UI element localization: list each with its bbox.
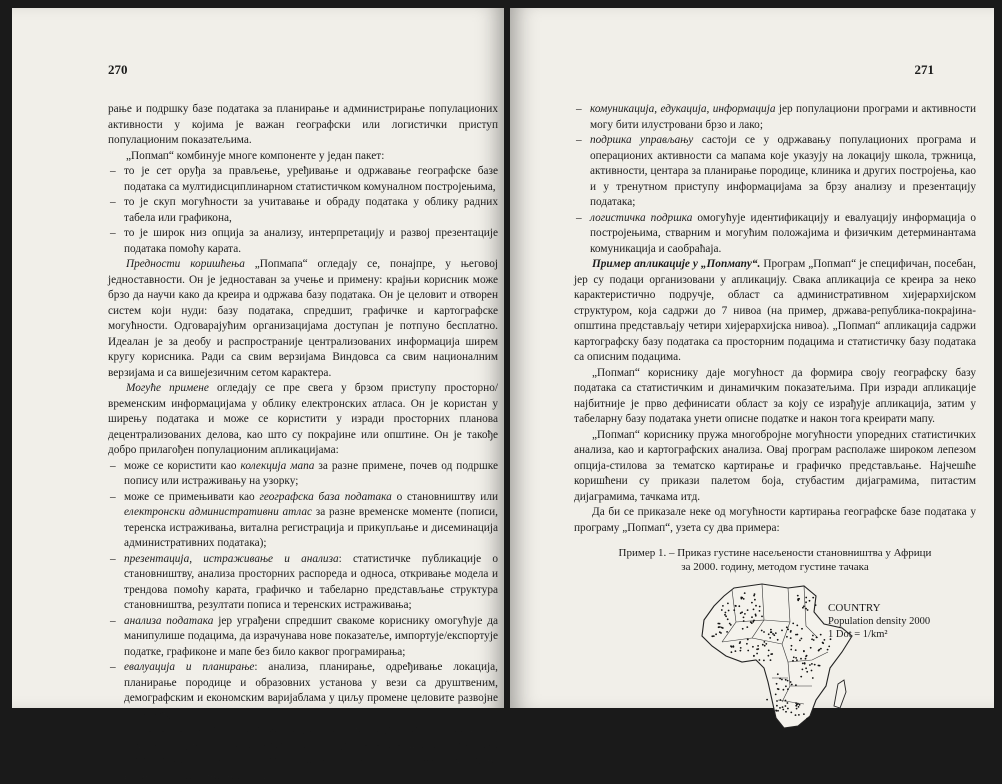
density-dot bbox=[735, 650, 737, 652]
density-dot bbox=[813, 639, 815, 641]
density-dot bbox=[800, 658, 802, 660]
density-dot bbox=[747, 609, 749, 611]
text-span: „Попмап“ комбинује многе компоненте у један пакет: bbox=[126, 149, 385, 162]
text-span: Програм „Попмап“ је специфичан, посебан, јер су подаци организовани у апликацију. Свака апликација се креира за неко карактеристично подручје, област са административном хијерархијском структуром, која садржи до 7 нивоа (на пример, држава-република-покрајина-општина представљају четири хијерархијска нивоа). „Попмап“ апликација садржи картографску базу података са просторним подацима и статистичку базу података са описним подацима. bbox=[574, 258, 977, 363]
density-dot bbox=[738, 605, 740, 607]
emphasis-text: анализа података bbox=[124, 614, 214, 627]
density-dot bbox=[806, 718, 808, 720]
density-dot bbox=[790, 637, 792, 639]
paragraph bbox=[108, 257, 498, 381]
density-dot bbox=[795, 714, 797, 716]
density-dot bbox=[806, 655, 808, 657]
density-dot bbox=[828, 646, 830, 648]
density-dot bbox=[761, 616, 763, 618]
legend-line-2: 1 Dot = 1/km² bbox=[828, 629, 888, 640]
density-dot bbox=[720, 632, 722, 634]
density-dot bbox=[715, 633, 717, 635]
density-dot bbox=[791, 684, 793, 686]
density-dot bbox=[755, 615, 757, 617]
density-dot bbox=[797, 600, 799, 602]
density-dot bbox=[740, 647, 742, 649]
text-span: „Попмап“ кориснику пружа многобројне могућности упоредних статистичких анализа, као и картографских анализа. Овај програм располаже широком лепезом опција-стилова за тематско картирање и графичко представљање. Најчешће коришћени су прикази палетом боја, стубастим дијаграмима, питастим дијаграмима, тачкама итд. bbox=[574, 428, 976, 503]
density-dot bbox=[802, 669, 804, 671]
paragraph bbox=[108, 102, 498, 149]
density-dot bbox=[781, 630, 783, 632]
density-dot bbox=[795, 702, 797, 704]
density-dot bbox=[796, 625, 798, 627]
text-span: омогућује идентификацију и евалуацију информација о постројењима, стварним и могућим положајима и физичким детерминантама комуникација и саобраћаја. bbox=[590, 211, 976, 255]
bullet-item bbox=[574, 133, 976, 211]
density-dot bbox=[790, 681, 792, 683]
text-span: : анализа, планирање, одређивање локација, планирање породице и образовних установа у вези са друштвеним, демографским и економским варијаблама у циљу промене целовите развојне политике; bbox=[124, 661, 498, 720]
text-span: то је сет оруђа за прављење, уређивање и одржавање географске базе података са мултидисциплинарном статистичком комуналном постројењима, bbox=[124, 165, 498, 193]
density-dot bbox=[781, 679, 783, 681]
density-dot bbox=[756, 653, 758, 655]
density-dot bbox=[768, 633, 770, 635]
density-dot bbox=[718, 626, 720, 628]
density-dot bbox=[822, 642, 824, 644]
density-dot bbox=[798, 706, 800, 708]
page-number: 271 bbox=[914, 62, 934, 77]
text-span: за разне временске моменте (пописи, теренска истраживања, витална регистрација и прикупљање и дисеминација административних података); bbox=[124, 506, 498, 549]
density-dot bbox=[743, 598, 745, 600]
text-span: : статистичке публикације о становништву, анализа просторних распореда и односа, откривање модела и трендова помоћу карата, графичко и табеларно представљање структура становништва, резултати пописа и теренских истраживања; bbox=[124, 552, 498, 611]
text-span: Да би се приказале неке од могућности картирања географске базе података у програму „Попмап“, узета су два примера: bbox=[574, 506, 976, 534]
bullet-item bbox=[574, 211, 976, 258]
density-dot bbox=[765, 643, 767, 645]
density-dot bbox=[759, 659, 761, 661]
text-span: о становништву или bbox=[391, 490, 499, 503]
density-dot bbox=[775, 632, 777, 634]
emphasis-text: евалуација и планирање bbox=[124, 661, 255, 673]
emphasis-text: комуникација, едукација, информација bbox=[590, 103, 776, 115]
density-dot bbox=[809, 600, 811, 602]
density-dot bbox=[744, 613, 746, 615]
density-dot bbox=[805, 601, 807, 603]
density-dot bbox=[776, 700, 778, 702]
density-dot bbox=[724, 614, 726, 616]
density-dot bbox=[772, 633, 774, 635]
density-dot bbox=[750, 621, 752, 623]
density-dot bbox=[727, 618, 729, 620]
bullet-item bbox=[108, 195, 498, 226]
right-page bbox=[510, 8, 994, 708]
density-dot bbox=[799, 704, 801, 706]
madagascar bbox=[834, 680, 846, 708]
density-dot bbox=[751, 616, 753, 618]
density-dot bbox=[792, 623, 794, 625]
density-dot bbox=[786, 636, 788, 638]
bullet-item bbox=[108, 164, 498, 195]
density-dot bbox=[744, 592, 746, 594]
density-dot bbox=[762, 644, 764, 646]
bullet-item bbox=[108, 490, 498, 552]
density-dot bbox=[743, 620, 745, 622]
density-dot bbox=[728, 610, 730, 612]
text-span: то је скуп могућности за учитавање и обраду података у облику радних табела или графикона, bbox=[124, 196, 498, 224]
density-dot bbox=[769, 637, 771, 639]
density-dot bbox=[777, 710, 779, 712]
density-dot bbox=[795, 649, 797, 651]
density-dot bbox=[763, 660, 765, 662]
density-dot bbox=[776, 683, 778, 685]
text-span: за разне примене, почев од подршке попису или истраживању на узорку; bbox=[124, 459, 498, 487]
density-dot bbox=[811, 663, 813, 665]
density-dot bbox=[722, 627, 724, 629]
emphasis-text: праћење репродуктивног здравља bbox=[124, 723, 297, 735]
density-dot bbox=[790, 712, 792, 714]
caption-line-1: Пример 1. – Приказ густине насељености становништва у Африци bbox=[618, 547, 932, 559]
density-dot bbox=[761, 630, 763, 632]
density-dot bbox=[824, 639, 826, 641]
density-dot bbox=[787, 688, 789, 690]
density-dot bbox=[800, 676, 802, 678]
density-dot bbox=[753, 655, 755, 657]
density-dot bbox=[793, 656, 795, 658]
density-dot bbox=[782, 706, 784, 708]
density-dot bbox=[820, 634, 822, 636]
density-dot bbox=[827, 649, 829, 651]
density-dot bbox=[771, 631, 773, 633]
density-dot bbox=[757, 648, 759, 650]
density-dot bbox=[806, 671, 808, 673]
bullet-item bbox=[108, 226, 498, 257]
bullet-item bbox=[108, 722, 498, 784]
density-dot bbox=[730, 624, 732, 626]
bullet-item bbox=[574, 102, 976, 133]
density-dot bbox=[787, 680, 789, 682]
density-dot bbox=[731, 646, 733, 648]
density-dot bbox=[805, 597, 807, 599]
density-dot bbox=[770, 659, 772, 661]
density-dot bbox=[801, 638, 803, 640]
density-dot bbox=[775, 710, 777, 712]
text-span: рање и подршку базе података за планирање и администрирање популационих активности у којима је важан географски или логистички приступ популационим показатељима. bbox=[108, 103, 498, 146]
density-dot bbox=[787, 702, 789, 704]
density-dot bbox=[797, 595, 799, 597]
density-dot bbox=[740, 612, 742, 614]
density-dot bbox=[782, 709, 784, 711]
density-dot bbox=[713, 635, 715, 637]
text-span: може се користити као bbox=[124, 459, 241, 472]
density-dot bbox=[792, 660, 794, 662]
density-dot bbox=[721, 609, 723, 611]
density-dot bbox=[743, 617, 745, 619]
density-dot bbox=[795, 657, 797, 659]
density-dot bbox=[778, 688, 780, 690]
density-dot bbox=[801, 628, 803, 630]
emphasis-text: колекција мапа bbox=[240, 459, 315, 472]
density-dot bbox=[785, 705, 787, 707]
density-dot bbox=[803, 605, 805, 607]
density-dot bbox=[753, 609, 755, 611]
density-dot bbox=[811, 638, 813, 640]
density-dot bbox=[777, 639, 779, 641]
map-legend bbox=[828, 602, 930, 641]
density-dot bbox=[816, 637, 818, 639]
density-dot bbox=[770, 629, 772, 631]
density-dot bbox=[759, 610, 761, 612]
emphasis-text: географска база података bbox=[259, 490, 392, 503]
density-dot bbox=[787, 629, 789, 631]
density-dot bbox=[820, 648, 822, 650]
emphasis-text: логистичка подршка bbox=[590, 211, 693, 224]
density-dot bbox=[805, 667, 807, 669]
density-dot bbox=[741, 597, 743, 599]
left-page-body bbox=[108, 102, 498, 784]
density-dot bbox=[812, 597, 814, 599]
density-dot bbox=[818, 650, 820, 652]
text-span: јер популациони програми и активности могу бити илустровани брзо и лако; bbox=[590, 103, 976, 131]
density-dot bbox=[753, 595, 755, 597]
bullet-item bbox=[108, 614, 498, 661]
density-dot bbox=[740, 650, 742, 652]
text-span: „Попмап“ кориснику даје могућност да формира своју географску базу података са статистичким и динамичким показатељима. При изради апликације најбитније је прво дефинисати област за коју се израђује апликација, затим у табеларну базу података унети описне податке и након тога креирати мапу. bbox=[574, 366, 976, 425]
density-dot bbox=[777, 673, 779, 675]
density-dot bbox=[791, 645, 793, 647]
density-dot bbox=[752, 621, 754, 623]
density-dot bbox=[747, 639, 749, 641]
density-dot bbox=[755, 605, 757, 607]
density-dot bbox=[802, 663, 804, 665]
text-span: може се примењивати као bbox=[124, 490, 260, 503]
density-dot bbox=[729, 623, 731, 625]
density-dot bbox=[719, 623, 721, 625]
density-dot bbox=[798, 598, 800, 600]
paragraph bbox=[574, 505, 976, 536]
right-page-body bbox=[574, 102, 976, 730]
density-dot bbox=[731, 651, 733, 653]
density-dot bbox=[805, 658, 807, 660]
text-span: то је широк низ опција за анализу, интерпретацију и развој презентације података помоћу карата. bbox=[124, 227, 498, 255]
paragraph bbox=[108, 149, 498, 165]
density-dot bbox=[732, 645, 734, 647]
density-dot bbox=[733, 609, 735, 611]
bullet-item bbox=[108, 459, 498, 490]
text-span: огледају се пре свега у брзом приступу просторно/временским информацијама у облику електронских атласа. Он је користан у ширењу података и може се користити у изради просторних планова децентрализованих делова, као што су покрајине или општине. Он је такође добро прилагођен популационим апликацијама: bbox=[108, 382, 498, 456]
density-dot bbox=[804, 662, 806, 664]
text-span: јер уграђени спредшит свакоме кориснику омогућује да манипулише подацима, да израчунава нове показатеље, импортује/експортује податке, графиконе и мапе без било каквог програмирања; bbox=[124, 614, 498, 658]
density-dot bbox=[780, 699, 782, 701]
emphasis-text: електронски административни атлас bbox=[124, 506, 313, 518]
text-span: састоји се у одржавању популационих програма и операционих активности са мапама које указују на локацију школа, тржница, активности, центара за планирање породице, клиника и других постројења, као и у тренутном приступу информацијама за брзу анализу и презентацију података; bbox=[590, 134, 976, 208]
bullet-item bbox=[108, 552, 498, 614]
density-dot bbox=[790, 630, 792, 632]
density-dot bbox=[790, 649, 792, 651]
figure-caption bbox=[574, 546, 976, 574]
density-dot bbox=[754, 599, 756, 601]
density-dot bbox=[818, 665, 820, 667]
density-dot bbox=[763, 631, 765, 633]
density-dot bbox=[768, 650, 770, 652]
density-dot bbox=[798, 714, 800, 716]
density-dot bbox=[768, 655, 770, 657]
paragraph bbox=[108, 381, 498, 459]
density-dot bbox=[796, 704, 798, 706]
africa-figure bbox=[574, 580, 976, 730]
density-dot bbox=[751, 602, 753, 604]
density-dot bbox=[814, 664, 816, 666]
density-dot bbox=[725, 612, 727, 614]
density-dot bbox=[725, 615, 727, 617]
density-dot bbox=[815, 604, 817, 606]
density-dot bbox=[783, 689, 785, 691]
density-dot bbox=[799, 640, 801, 642]
density-dot bbox=[746, 643, 748, 645]
density-dot bbox=[812, 677, 814, 679]
density-dot bbox=[779, 707, 781, 709]
emphasis-text: Могуће примене bbox=[126, 382, 209, 394]
density-dot bbox=[787, 708, 789, 710]
paragraph bbox=[574, 428, 976, 506]
density-dot bbox=[803, 651, 805, 653]
density-dot bbox=[726, 631, 728, 633]
density-dot bbox=[810, 647, 812, 649]
density-dot bbox=[785, 700, 787, 702]
density-dot bbox=[803, 713, 805, 715]
density-dot bbox=[722, 605, 724, 607]
density-dot bbox=[764, 645, 766, 647]
emphasis-text: подршка управљању bbox=[590, 134, 694, 146]
density-dot bbox=[776, 705, 778, 707]
density-dot bbox=[752, 646, 754, 648]
legend-title: COUNTRY bbox=[828, 602, 881, 614]
density-dot bbox=[735, 605, 737, 607]
density-dot bbox=[809, 664, 811, 666]
density-dot bbox=[739, 642, 741, 644]
density-dot bbox=[796, 708, 798, 710]
density-dot bbox=[785, 679, 787, 681]
density-dot bbox=[812, 635, 814, 637]
density-dot bbox=[805, 608, 807, 610]
density-dot bbox=[727, 603, 729, 605]
caption-line-2: за 2000. годину, методом густине тачака bbox=[681, 561, 869, 573]
density-dot bbox=[747, 650, 749, 652]
density-dot bbox=[811, 670, 813, 672]
text-span: „Попмапа“ огледају се, понајпре, у његовој једноставности. Он је једноставан за учење и примену: крајњи корисник може брзо да научи како да креира и одржава базу података. Он је целовит и отворен систем који нуди: базу података, спредшит, графичке и картографске могућности. Одговарајућим организацијама доступан је потпуно бесплатно. Идеалан је за деобу и распространије централизованих информација ширем кругу корисника. Ради са свим верзијама Виндовса са свим националним верзијама и са вишејезичним сетом карактера. bbox=[108, 258, 498, 379]
density-dot bbox=[797, 634, 799, 636]
page-number: 270 bbox=[108, 62, 128, 77]
density-dot bbox=[766, 699, 768, 701]
density-dot bbox=[773, 634, 775, 636]
text-span: јер постоје могућности манипулације подацима појединачних ентитета као што су клинике и школе и припреме карата са локацијом активности на популационим програмима у односу на важније групе становништва; bbox=[124, 723, 498, 782]
density-dot bbox=[742, 628, 744, 630]
density-dot bbox=[764, 641, 766, 643]
density-dot bbox=[775, 694, 777, 696]
density-dot bbox=[786, 626, 788, 628]
density-dot bbox=[785, 711, 787, 713]
paragraph bbox=[574, 257, 976, 366]
right-paragraphs bbox=[574, 102, 976, 536]
emphasis-text: Предности коришћења bbox=[126, 258, 245, 270]
emphasis-text: презентација, истраживање и анализа bbox=[124, 552, 339, 565]
text-span: Пример апликације у „Попмапу“. bbox=[592, 258, 761, 270]
paragraph bbox=[574, 366, 976, 428]
density-dot bbox=[759, 606, 761, 608]
density-dot bbox=[779, 678, 781, 680]
density-dot bbox=[785, 685, 787, 687]
bullet-item bbox=[108, 660, 498, 722]
left-page bbox=[12, 8, 504, 782]
density-dot bbox=[746, 626, 748, 628]
density-dot bbox=[795, 684, 797, 686]
density-dot bbox=[796, 659, 798, 661]
density-dot bbox=[807, 609, 809, 611]
density-dot bbox=[771, 653, 773, 655]
legend-line-1: Population density 2000 bbox=[828, 616, 931, 627]
density-dot bbox=[757, 645, 759, 647]
